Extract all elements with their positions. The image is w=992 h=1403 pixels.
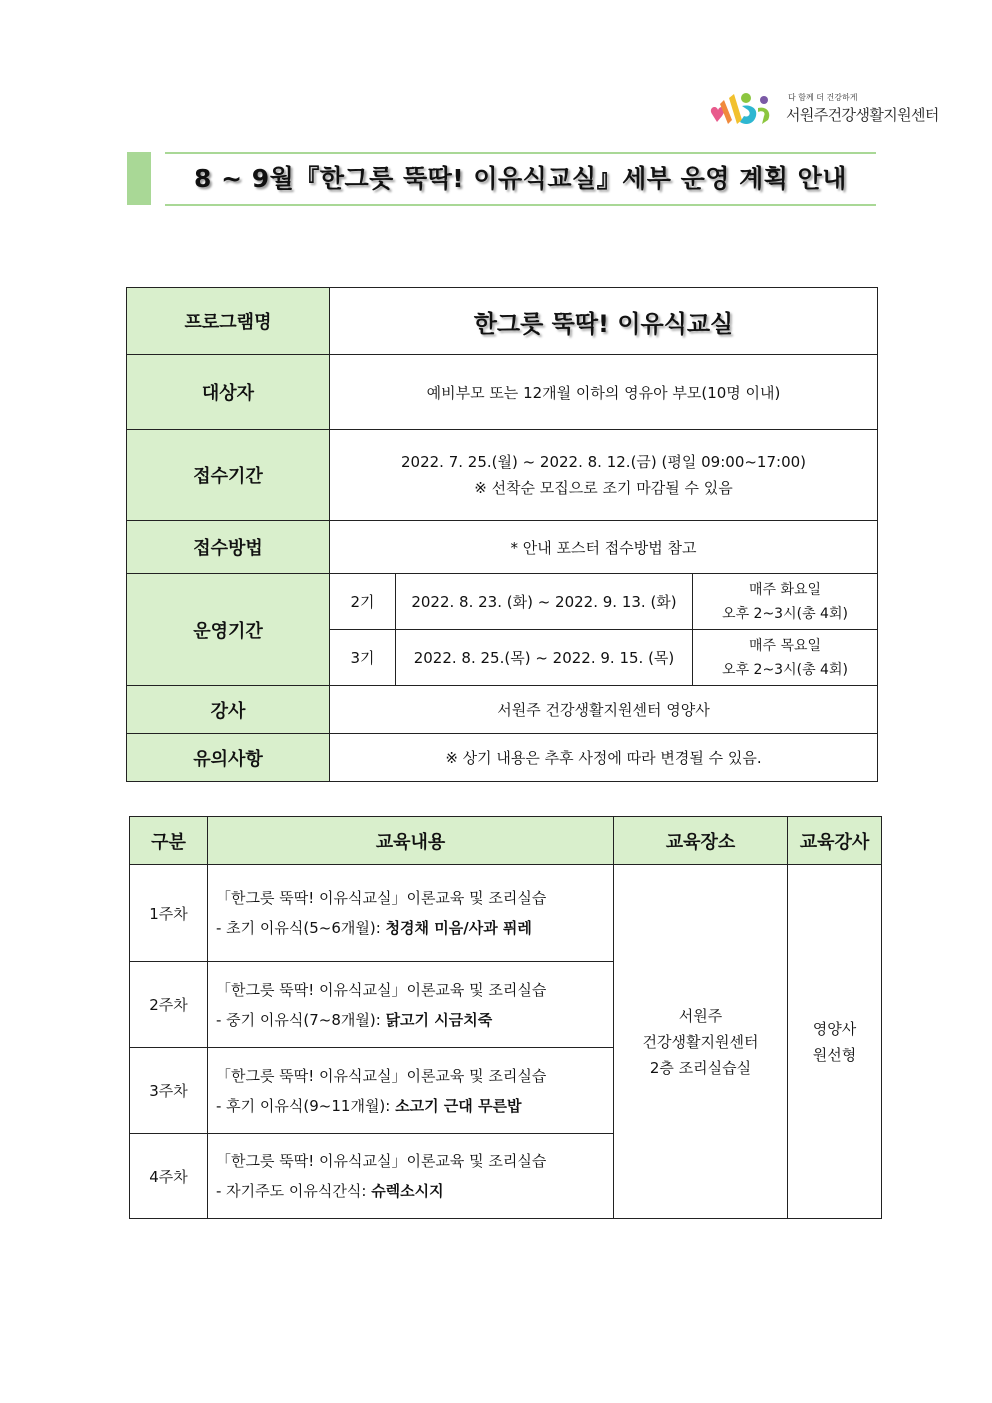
header-teacher: 교육강사	[788, 817, 882, 865]
reception-value	[330, 430, 878, 521]
content-title: 「한그릇 뚝딱! 이유식교실」이론교육 및 조리실습	[216, 980, 547, 999]
page-title: 8 ~ 9월『한그릇 뚝딱! 이유식교실』세부 운영 계획 안내	[194, 164, 847, 193]
method-label: 접수방법	[127, 521, 330, 574]
content-stage: - 초기 이유식(5~6개월):	[216, 919, 386, 937]
week-label: 3주차	[130, 1048, 208, 1134]
program-label: 프로그램명	[127, 288, 330, 355]
session-time	[693, 630, 878, 686]
session-hours: 오후 2~3시(총 4회)	[722, 661, 848, 678]
education-teacher	[788, 865, 882, 1219]
note-label: 유의사항	[127, 734, 330, 782]
title-divider-top	[165, 152, 876, 154]
row-instructor	[127, 686, 878, 734]
schedule-table	[129, 816, 882, 1219]
method-value: * 안내 포스터 접수방법 참고	[330, 521, 878, 574]
target-label: 대상자	[127, 355, 330, 430]
teacher-role: 영양사	[812, 1019, 857, 1038]
week-label: 2주차	[130, 962, 208, 1048]
content-menu: 닭고기 시금치죽	[385, 1010, 493, 1029]
content-title: 「한그릇 뚝딱! 이유식교실」이론교육 및 조리실습	[216, 1066, 547, 1085]
program-info-table	[126, 287, 878, 782]
week-content	[208, 962, 614, 1048]
content-detail	[216, 1176, 613, 1206]
week-content	[208, 1134, 614, 1219]
session-day: 매주 목요일	[748, 637, 822, 654]
place-line: 건강생활지원센터	[642, 1032, 759, 1051]
education-place	[614, 865, 788, 1219]
week-content	[208, 1048, 614, 1134]
row-method	[127, 521, 878, 574]
content-title: 「한그릇 뚝딱! 이유식교실」이론교육 및 조리실습	[216, 1152, 547, 1170]
header-place: 교육장소	[614, 817, 788, 865]
session-term: 3기	[330, 630, 396, 686]
header-category: 구분	[130, 817, 208, 865]
logo-mark-icon	[706, 90, 784, 134]
row-session-2	[127, 574, 878, 630]
content-detail	[216, 1091, 613, 1121]
row-target	[127, 355, 878, 430]
week-label: 4주차	[130, 1134, 208, 1219]
session-dates: 2022. 8. 25.(목) ~ 2022. 9. 15. (목)	[396, 630, 693, 686]
row-program	[127, 288, 878, 355]
center-logo	[706, 90, 946, 134]
content-title: 「한그릇 뚝딱! 이유식교실」이론교육 및 조리실습	[216, 889, 547, 907]
title-divider-bottom	[165, 204, 876, 206]
session-hours: 오후 2~3시(총 4회)	[722, 605, 848, 622]
target-value: 예비부모 또는 12개월 이하의 영유아 부모(10명 이내)	[330, 355, 878, 430]
content-detail	[216, 1005, 613, 1035]
reception-note: ※ 선착순 모집으로 조기 마감될 수 있음	[474, 479, 733, 497]
instructor-label: 강사	[127, 686, 330, 734]
logo-org-name: 서원주건강생활지원센터	[786, 106, 939, 124]
reception-period: 2022. 7. 25.(월) ~ 2022. 8. 12.(금) (평일 09:00~17:00)	[400, 453, 807, 471]
schedule-header-row	[130, 817, 882, 865]
header-content: 교육내용	[208, 817, 614, 865]
session-term: 2기	[330, 574, 396, 630]
teacher-name: 원선형	[812, 1045, 857, 1064]
place-line: 서원주	[678, 1006, 723, 1025]
title-accent-bar	[127, 152, 151, 205]
content-stage: - 자기주도 이유식간식:	[216, 1182, 372, 1200]
program-name: 한그릇 뚝딱! 이유식교실	[330, 288, 878, 355]
content-detail	[216, 913, 613, 943]
instructor-value: 서원주 건강생활지원센터 영양사	[330, 686, 878, 734]
place-line: 2층 조리실습실	[649, 1058, 752, 1077]
session-dates: 2022. 8. 23. (화) ~ 2022. 9. 13. (화)	[396, 574, 693, 630]
note-value: ※ 상기 내용은 추후 사정에 따라 변경될 수 있음.	[330, 734, 878, 782]
reception-label: 접수기간	[127, 430, 330, 521]
row-reception	[127, 430, 878, 521]
session-day: 매주 화요일	[748, 581, 822, 598]
row-note	[127, 734, 878, 782]
period-label: 운영기간	[127, 574, 330, 686]
content-menu: 청경채 미음/사과 퓌레	[385, 919, 532, 937]
logo-tagline: 다 함께 더 건강하게	[788, 93, 858, 102]
content-menu: 슈렉소시지	[371, 1182, 444, 1200]
week-label: 1주차	[130, 865, 208, 962]
content-menu: 소고기 근대 무른밥	[395, 1096, 522, 1115]
week-content	[208, 865, 614, 962]
session-time	[693, 574, 878, 630]
content-stage: - 중기 이유식(7~8개월):	[216, 1010, 386, 1029]
content-stage: - 후기 이유식(9~11개월):	[216, 1096, 396, 1115]
table-row	[130, 865, 882, 962]
